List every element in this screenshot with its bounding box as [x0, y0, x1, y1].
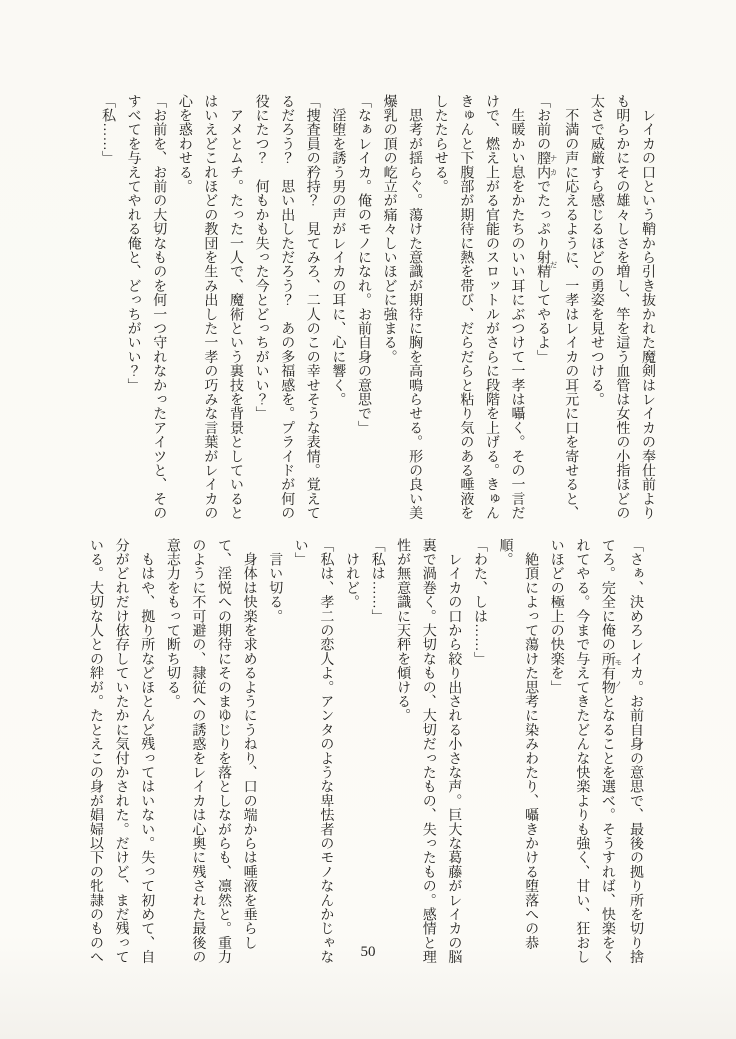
- text-line: 太さで威厳すら感じるほどの勇姿を見せつける。: [588, 94, 604, 407]
- text-line: 意志力をもって断ち切る。: [164, 538, 180, 709]
- text-line: 身体は快楽を求めるようにうねり、口の端からは唾液を垂らし: [241, 538, 257, 950]
- text-line: て、淫悦への期待にそのまゆじりを落としながらも、凛然と。重力: [216, 538, 231, 964]
- text-line: 言い切る。: [267, 538, 283, 624]
- text-line: れてやる。今まで与えてきたどんな快楽よりも強く、甘い、狂おし: [574, 538, 590, 964]
- text-line: したたらせる。: [432, 94, 448, 194]
- text-line: 絶頂によって蕩けた思考に染みわたり、囁きかける堕落への恭: [523, 538, 539, 950]
- text-line: いる。大切な人との絆が。たとえこの身が娼婦以下の牝隷のものへ: [88, 538, 104, 964]
- text-line: 「私は、孝二の恋人よ。アンタのような卑怯者のモノなんかじゃな: [318, 538, 334, 964]
- text-line: 役にたつ？ 何もかも失った今とどっちがいい？」: [253, 94, 269, 421]
- text-line: けで、燃え上がる官能のスロットルがさらに段階を上げる。きゅん: [483, 94, 499, 520]
- text-line: 「お前を、お前の大切なものを何一つ守れなかったアイツと、その: [151, 94, 167, 520]
- text-line: 「捜査員の矜持？ 見てみろ、二人のこの幸せそうな表情。覚えて: [304, 94, 320, 520]
- text-line: 性が無意識に天秤を傾ける。: [395, 538, 411, 723]
- page-number: 50: [360, 944, 376, 960]
- text-line: 順。: [497, 538, 513, 567]
- text-line: 不満の声に応えるように、一孝はレイカの耳元に口を寄せると、: [563, 94, 579, 520]
- text-line: 「私は……」: [369, 538, 385, 624]
- text-line: 裏で渦巻く。大切なもの、大切だったもの、失ったもの。感情と理: [420, 538, 436, 964]
- text-line: きゅんと下腹部が期待に熱を帯び、だらだらと粘り気のある唾液を: [458, 94, 474, 520]
- text-line: けれど。: [343, 538, 359, 609]
- text-line: すべてを与えてやれる俺と、どっちがいい？」: [125, 94, 141, 393]
- text-block-bottom: [82, 538, 648, 966]
- text-line: レイカの口から絞り出される小さな声。巨大な葛藤がレイカの脳: [446, 538, 462, 964]
- text-line: 「さぁ、決めろレイカ。お前自身の意思で、最後の拠り所を切り捨: [628, 538, 643, 964]
- text-line: のように不可避の、隷従への誘惑をレイカは心奥に残された最後の: [190, 538, 206, 964]
- text-line: 「お前の膣内 ナカでたっぷり射精 だしてやるよ」: [535, 94, 559, 364]
- text-line: い」: [292, 538, 308, 567]
- text-line: はいえどこれほどの教団を生み出した一孝の巧みな言葉がレイカの: [202, 94, 218, 520]
- text-line: 分がどれだけ依存していたかに気付かされた。だけど、まだ残って: [113, 538, 129, 964]
- text-line: レイカの口という鞘から引き抜かれた魔剣はレイカの奉仕前より: [640, 94, 655, 520]
- text-line: 「私……」: [100, 94, 116, 165]
- text-line: 爆乳の頂の屹立が痛々しいほどに強まる。: [381, 94, 397, 364]
- text-line: 淫堕を誘う男の声がレイカの耳に、心に響く。: [330, 94, 346, 407]
- text-line: 「なぁレイカ。俺のモノになれ。お前自身の意思で」: [355, 94, 371, 435]
- text-line: るだろう？ 思い出しただろう？ あの多福感を。プライドが何の: [279, 94, 295, 520]
- text-line: も明らかにその雄々しさを増し、竿を這う血管は女性の小指ほどの: [614, 94, 630, 520]
- text-line: アメとムチ。たった一人で、魔術という裏技を背景としていると: [228, 94, 243, 520]
- text-line: 心を惑わせる。: [176, 94, 192, 194]
- text-line: てろ。完全に俺の所有物 モノとなることを選べ。そうすれば、快楽をく: [599, 538, 623, 965]
- text-line: 生暖かい息をかたちのいい耳にぶつけて一孝は囁く。その一言だ: [509, 94, 525, 520]
- text-line: もはや、拠り所などほとんど残ってはいない。失って初めて、自: [139, 538, 155, 964]
- text-line: 思考が揺らぐ。蕩けた意識が期待に胸を高鳴らせる。形の良い美: [407, 94, 423, 520]
- text-line: いほどの極上の快楽を」: [548, 538, 564, 695]
- text-block-top: [94, 94, 660, 522]
- text-line: 「わた、しは……」: [471, 538, 487, 666]
